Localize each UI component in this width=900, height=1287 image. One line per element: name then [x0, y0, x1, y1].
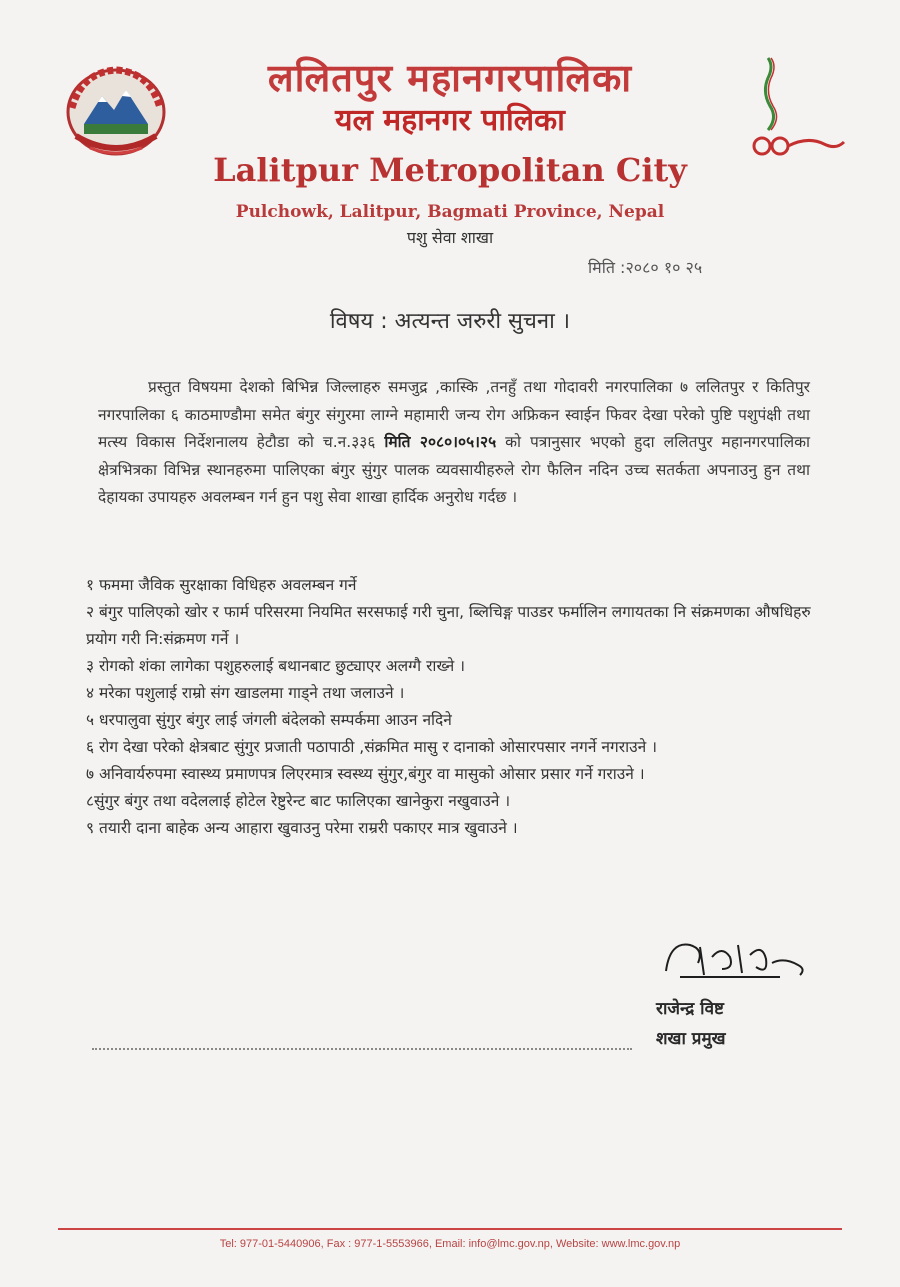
list-item: ६ रोग देखा परेको क्षेत्रबाट सुंगुर प्रजाती पठापाठी ,संक्रमित मासु र दानाको ओसारपसार नगर्ने नगराउने ।	[86, 738, 657, 756]
signature-scribble	[660, 935, 810, 987]
list-item: ४ मरेका पशुलाई राम्रो संग खाडलमा गाड्ने तथा जलाउने ।	[86, 684, 405, 702]
nepal-emblem-icon	[62, 62, 170, 162]
header-title-nepali: ललितपुर महानगरपालिका	[267, 56, 633, 100]
body-text-part1: प्रस्तुत विषयमा देशको बिभिन्न जिल्लाहरु समजुद्र ,कास्कि ,तनहुँ तथा गोदावरी नगरपालिका ७ ललितपुर र कितिपुर नगरपालिका ६ काठमाण्डौमा समेत बंगुर संगुरमा लाग्ने महामारी जन्य रोग अफ्रिकन स्वाईन फिवर देखा परेको पुष्टि पशुपंक्षी तथा मत्स्य विकास निर्देशनालय हेटौडा को च.न.३३६	[98, 378, 810, 451]
list-item: २ बंगुर पालिएको खोर र फार्म परिसरमा नियमित सरसफाई गरी चुना, ब्लिचिङ्ग पाउडर फर्मालिन लगायतका नि संक्रमणका औषधिहरु प्रयोग गरी नि:संक्रमण गर्ने ।	[86, 603, 811, 648]
signer-title: शखा प्रमुख	[656, 1029, 726, 1049]
lmc-logo-icon	[748, 52, 848, 162]
header-title-english: Lalitpur Metropolitan City	[213, 151, 687, 189]
list-item: ५ धरपालुवा सुंगुर बंगुर लाई जंगली बंदेलको सम्पर्कमा आउन नदिने	[86, 711, 452, 729]
signer-name: राजेन्द्र विष्ट	[656, 999, 724, 1019]
list-item: १ फममा जैविक सुरक्षाका विधिहरु अवलम्बन गर्ने	[86, 576, 357, 594]
body-text-part2: को पत्रानुसार भएको हुदा ललितपुर महानगरपालिका क्षेत्रभित्रका विभिन्न स्थानहरुमा पालिएका बंगुर सुंगुर पालक व्यवसायीहरुले रोग फैलिन नदिन उच्च सतर्कता अपनाउनु हुन तथा देहायका उपायहरु अवलम्बन गर्न हुन पशु सेवा शाखा हार्दिक अनुरोध गर्दछ ।	[98, 433, 811, 506]
letter-date: मिति :२०८० १० २५	[588, 258, 703, 277]
footer-divider	[58, 1228, 842, 1230]
header-address: Pulchowk, Lalitpur, Bagmati Province, Nepal	[235, 202, 665, 222]
header-title-newari: यल महानगर पालिका	[335, 103, 565, 138]
measures-list	[86, 572, 816, 842]
list-item: ९ तयारी दाना बाहेक अन्य आहारा खुवाउनु परेमा राम्ररी पकाएर मात्र खुवाउने ।	[86, 819, 518, 837]
list-item: ८सुंगुर बंगुर तथा वदेललाई होटेल रेष्टुरेन्ट बाट फालिएका खानेकुरा नखुवाउने ।	[86, 792, 511, 810]
list-item: ७ अनिवार्यरुपमा स्वास्थ्य प्रमाणपत्र लिएरमात्र स्वस्थ्य सुंगुर,बंगुर वा मासुको ओसार प्रसार गर्ने गराउने ।	[86, 765, 645, 783]
letter-subject: विषय : अत्यन्त जरुरी सुचना ।	[329, 309, 571, 334]
faded-divider	[92, 1048, 632, 1050]
list-item: ३ रोगको शंका लागेका पशुहरुलाई बथानबाट छुट्याएर अलग्गै राख्ने ।	[86, 657, 466, 675]
body-bold-date: मिति २०८०।०५।२५	[384, 433, 497, 451]
footer-contact: Tel: 977-01-5440906, Fax : 977-1-5553966, Email: info@lmc.gov.np, Website: www.lmc.gov.np	[219, 1238, 681, 1250]
header-section: पशु सेवा शाखा	[406, 228, 494, 247]
body-paragraph	[98, 374, 810, 512]
